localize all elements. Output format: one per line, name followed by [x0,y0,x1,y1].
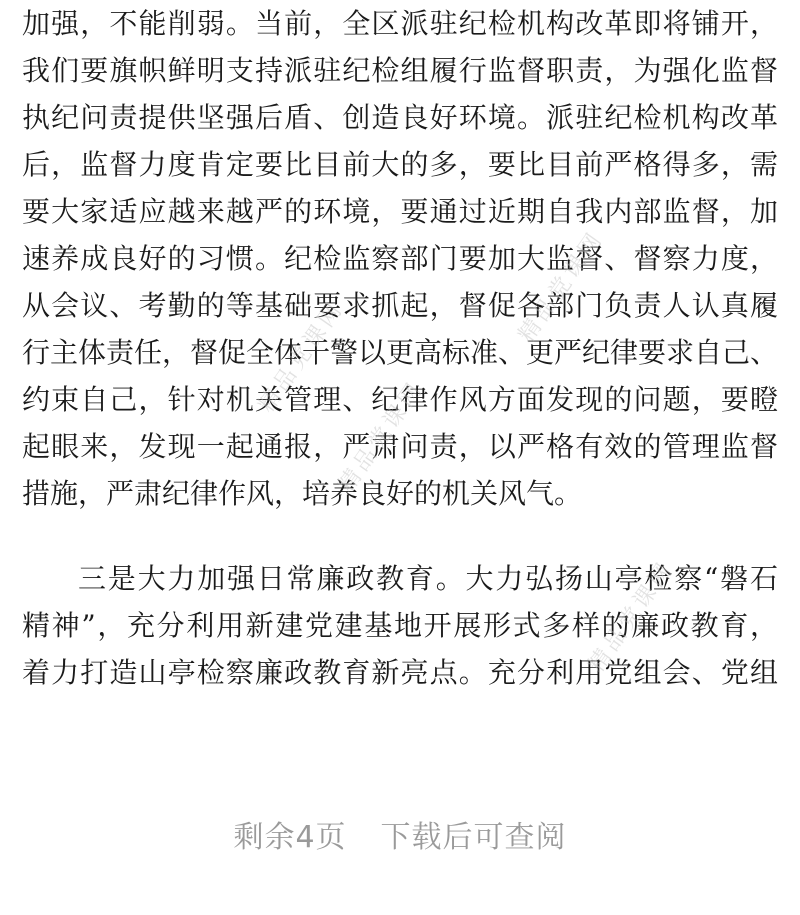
text-line: 我们要旗帜鲜明支持派驻纪检组履行监督职责，为强化监督 [22,54,778,87]
text-line: 要大家适应越来越严的环境，要通过近期自我内部监督，加 [22,195,778,228]
text-line: 后，监督力度肯定要比目前大的多，要比目前严格得多，需 [22,148,778,181]
text-line: 着力打造山亭检察廉政教育新亮点。充分利用党组会、党组 [22,656,778,689]
text-line: 速养成良好的习惯。纪检监察部门要加大监督、督察力度， [22,242,778,275]
text-line: 行主体责任，督促全体干警以更高标准、更严纪律要求自己、 [22,336,779,369]
text-line: 精神”，充分利用新建党建基地开展形式多样的廉政教育， [22,609,778,642]
text-line: 起眼来，发现一起通报，严肃问责，以严格有效的管理监督 [22,430,778,463]
text-line: 措施，严肃纪律作风，培养良好的机关风气。 [22,477,583,510]
download-hint-label: 下载后可查阅 [380,820,567,855]
text-line: 约束自己，针对机关管理、纪律作风方面发现的问题，要瞪 [22,383,778,416]
paragraph-2 [22,555,778,696]
watermark: 精品党课网 [254,296,350,418]
paragraph-1 [22,0,778,517]
text-line: 执纪问责提供坚强后盾、创造良好环境。派驻纪检机构改革 [22,101,778,134]
watermark: 精品党课网 [334,376,430,498]
text-line: 加强，不能削弱。当前，全区派驻纪检机构改革即将铺开， [22,7,778,40]
document-body [22,0,778,696]
watermark: 精品党课网 [514,226,610,348]
text-line: 三是大力加强日常廉政教育。大力弘扬山亭检察“磐石 [78,562,778,595]
watermark: 精品党课网 [584,556,680,678]
download-prompt[interactable] [0,812,800,856]
text-line: 从会议、考勤的等基础要求抓起，督促各部门负责人认真履 [22,289,778,322]
remaining-pages-label: 剩余4页 [233,820,347,855]
paragraph-spacer [22,517,778,555]
